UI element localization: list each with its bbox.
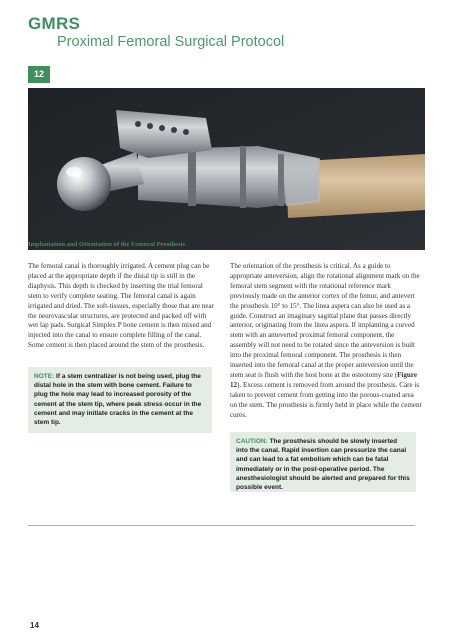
- brand-title: GMRS: [28, 14, 81, 33]
- body-paragraph: The femoral canal is thoroughly irrigated. A cement plug can be placed at the appropriate depth if the distal tip is still in the diaphysis. This depth is checked by inserting the trial femoral stem to verify complete seating. The femoral canal is again irrigated and dried. The soft-tissues, especially those that are near the neurovascular structures, are protected and packed off with wet lap pads. Surgical Simplex P bone cement is then mixed and injected into the canal to ensure complete filling of the canal. Some cement is then placed around the stem of the prosthesis.: [28, 262, 215, 350]
- note-label: NOTE:: [34, 373, 55, 380]
- paragraph-text-end: ). Excess cement is removed from around the prosthesis. Care is taken to prevent cement from getting into the porous-coated area on the stem. The prosthesis is firmly held in place while the cement cures.: [230, 380, 422, 419]
- left-column: [28, 262, 214, 360]
- femoral-prosthesis-image: [28, 88, 425, 250]
- right-column: [230, 262, 422, 430]
- paragraph-text-start: The orientation of the prosthesis is critical. As a guide to appropriate anteversion, align the rotational alignment mark on the femoral stem segment with the rotational reference mark previously made on the anterior cortex of the femur, and antevert the prosthesis 10° to 15°. The linea aspera can also be used as a guide. Construct an imaginary sagittal plane that passes directly anterior, originating from the linea aspera. If implanting a curved stem with an anteverted proximal femoral component, the assembly will not need to be rotated since the anteversion is built into the proximal femoral component. The prosthesis is then inserted into the femoral canal at the proper anteversion until the stem seat is flush with the host bone at the osteotomy site (: [230, 262, 420, 379]
- note-text: If a stem centralizer is not being used, plug the distal hole in the stem with bone cement. Failure to plug the hole may lead to increased porosity of the cement at the stem tip, where peak stress occur in the cement and may initiate cracks in the cement at the stem tip.: [34, 373, 202, 427]
- figure-number-badge: 12: [28, 66, 50, 83]
- caution-callout: [230, 432, 416, 492]
- caution-text: The prosthesis should be slowly inserted into the canal. Rapid insertion can pressurize the canal and can lead to a fat embolism which can be fatal immediately or in the post-operative period. The anesthesiologist should be alerted and prepared for this possible event.: [236, 438, 410, 492]
- note-callout: [28, 367, 212, 433]
- footer-divider: [28, 525, 415, 526]
- document-subtitle: Proximal Femoral Surgical Protocol: [57, 34, 285, 50]
- section-heading: Implantation and Orientation of the Femoral Prosthesis: [28, 241, 186, 248]
- caution-label: CAUTION:: [236, 438, 268, 445]
- body-paragraph: [230, 262, 422, 421]
- page-number: 14: [30, 621, 39, 630]
- figure-reference: Figure 12: [230, 370, 418, 389]
